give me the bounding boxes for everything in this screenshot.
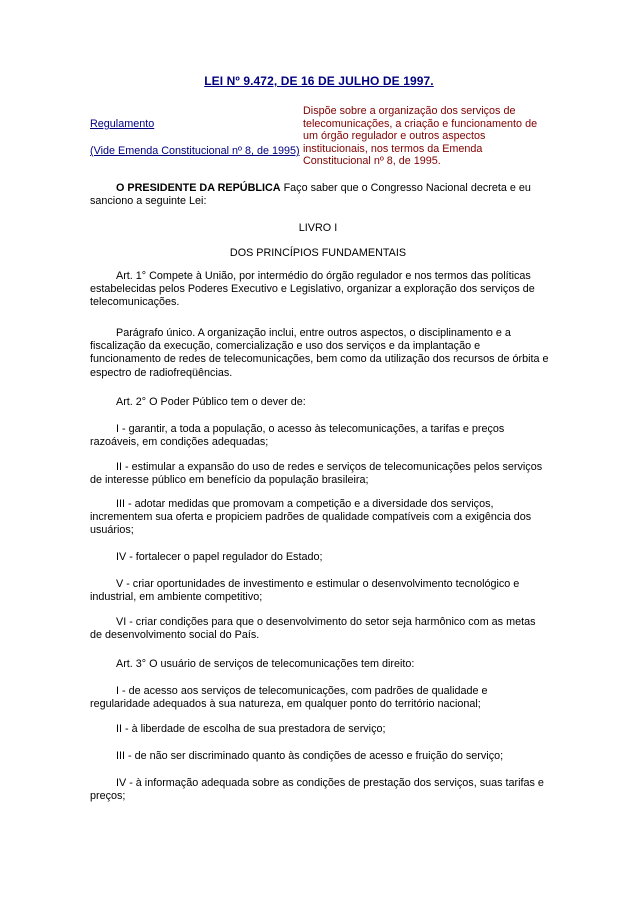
art-2-inciso-iv: IV - fortalecer o papel regulador do Estado; xyxy=(116,551,323,563)
preamble-text: Faço saber que o Congresso Nacional decreta e eu sanciono a seguinte Lei: xyxy=(90,182,531,208)
titulo-heading: DOS PRINCÍPIOS FUNDAMENTAIS xyxy=(229,247,407,259)
regulamento-link[interactable]: Regulamento xyxy=(90,118,155,130)
preamble-president: O PRESIDENTE DA REPÚBLICA xyxy=(116,182,281,194)
art-3-inciso-i: I - de acesso aos serviços de telecomunicações, com padrões de qualidade e regularidade adequados à sua natureza, em qualquer ponto do território nacional; xyxy=(90,685,488,711)
art-2-inciso-iii: III - adotar medidas que promovam a competição e a diversidade dos serviços, incrementem sua oferta e propiciem padrões de qualidade compatíveis com a exigência dos usuários; xyxy=(90,498,532,537)
art-3-inciso-iii: III - de não ser discriminado quanto às condições de acesso e fruição do serviço; xyxy=(116,750,504,762)
preamble xyxy=(90,182,550,208)
art-2: Art. 2° O Poder Público tem o dever de: xyxy=(116,396,306,408)
art-1-paragrafo-unico: Parágrafo único. A organização inclui, entre outros aspectos, o disciplinamento e a fiscalização da execução, comercialização e uso dos serviços e da implantação e funcionamento de redes de telecomunicações, bem como da utilização dos recursos de órbita e espectro de radiofreqüências. xyxy=(90,327,549,379)
art-2-inciso-v: V - criar oportunidades de investimento e estimular o desenvolvimento tecnológico e industrial, em ambiente competitivo; xyxy=(90,578,520,604)
art-3-inciso-ii: II - à liberdade de escolha de sua prestadora de serviço; xyxy=(116,723,386,735)
law-summary: Dispõe sobre a organização dos serviços de telecomunicações, a criação e funcionamento de um órgão regulador e outros aspectos institucionais, nos termos da Emenda Constitucional nº 8, de 1995. xyxy=(303,105,538,167)
art-3: Art. 3° O usuário de serviços de telecomunicações tem direito: xyxy=(116,658,415,670)
vide-emenda-link[interactable]: (Vide Emenda Constitucional nº 8, de 1995) xyxy=(90,145,300,157)
art-1: Art. 1° Compete à União, por intermédio do órgão regulador e nos termos das políticas estabelecidas pelos Poderes Executivo e Legislativo, organizar a exploração dos serviços de telecomunicações. xyxy=(90,270,535,309)
art-2-inciso-ii: II - estimular a expansão do uso de redes e serviços de telecomunicações pelos serviços de interesse público em benefício da população brasileira; xyxy=(90,461,543,487)
art-2-inciso-i: I - garantir, a toda a população, o acesso às telecomunicações, a tarifas e preços razoáveis, em condições adequadas; xyxy=(90,423,505,449)
art-3-inciso-iv: IV - à informação adequada sobre as condições de prestação dos serviços, suas tarifas e preços; xyxy=(90,777,544,803)
livro-heading: LIVRO I xyxy=(298,222,338,234)
art-2-inciso-vi: VI - criar condições para que o desenvolvimento do setor seja harmônico com as metas de desenvolvimento social do País. xyxy=(90,616,536,642)
law-title[interactable]: LEI Nº 9.472, DE 16 DE JULHO DE 1997. xyxy=(204,74,434,88)
